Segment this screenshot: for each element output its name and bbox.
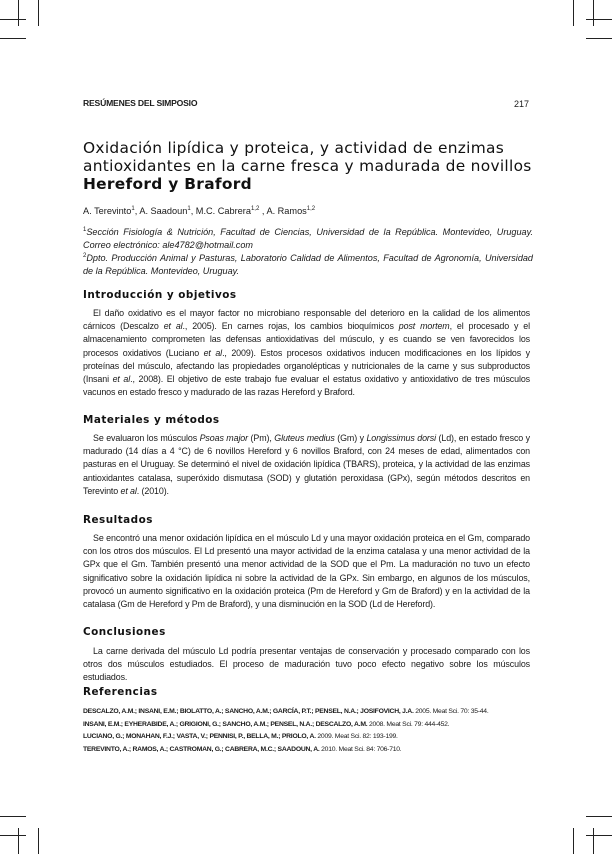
author-affiliation-mark: 1,2 [250,206,260,212]
reference-item: INSANI, E.M.; EYHERABIDE, A.; GRIGIONI, G.; SANCHO, A.M.; PENSEL, N.A.; DESCALZO, A.M. 2008. Meat Sci. 79: 444-452. [83,720,450,728]
methods-paragraph: Se evaluaron los músculos Psoas major (Pm), Gluteus medius (Gm) y Longissimus dorsi (Ld), en estado fresco y madurado (14 días a 4 °C) de 6 novillos Hereford y 6 novillos Braford, con 24 meses de edad, alimentados con pasturas en el Uruguay. Se determinó el nivel de oxidación lipídica (TBARS), proteica, y la actividad de las enzimas antioxidantes catalasa, superóxido dismutasa (SOD) y glutatión peroxidasa (GPx), según métodos descritos en Terevinto et al. (2010). [83,433,531,496]
reference-item: DESCALZO, A.M.; INSANI, E.M.; BIOLATTO, A.; SANCHO, A.M.; GARCÍA, P.T.; PENSEL, N.A.; JOSIFOVICH, J.A. 2005. Meat Sci. 70: 35-44. [83,708,489,715]
conclusions-paragraph: La carne derivada del músculo Ld podría presentar ventajas de conservación y procesado comparado con los otros dos músculos estudiados. El proceso de maduración tuvo poco efecto negativo sobre los músculos estudiados. [83,646,530,683]
section-heading-results: Resultados [83,514,153,526]
intro-paragraph: El daño oxidativo es el mayor factor no microbiano responsable del deterioro en la calidad de los alimentos cárnicos (Descalzo et al., 2005). En carnes rojas, los cambios bioquímicos post mortem, el procesado y el almacenamiento comprometen las defensas antioxidativas del músculo, y es cuando se ven favorecidos los procesos oxidativos (Luciano et al., 2009). Estos procesos oxidativos inducen modificaciones en los lípidos y proteínas del músculo, afectando las propiedades organolépticas y nutricionales de la carne y sus subproductos (Insani et al., 2008). El objetivo de este trabajo fue evaluar el estatus oxidativo y antioxidativo de tres músculos vacunos en estado fresco y madurado de las razas Hereford y Braford. [83,308,531,398]
reference-list [83,706,543,756]
section-heading-intro: Introducción y objetivos [83,289,237,301]
page-number: 217 [514,99,530,109]
affiliation-1: $^1$Sección Fisiología & Nutrición, Facultad de Ciencias, Universidad de la República. Montevideo, Uruguay. Correo electrónico: ale4782@hotmail.com [83,227,533,250]
section-heading-references: Referencias [83,686,158,698]
article-title [83,139,543,193]
author-name: A. Terevinto [83,206,132,217]
section-heading-methods: Materiales y métodos [83,414,220,426]
title-text: Oxidación lipídica y proteica, y actividad de enzimas antioxidantes en la carne fresca y madurada de novillos [83,139,532,175]
author-list: A. Terevinto$^1$, A. Saadoun$^1$, M.C. Cabrera$^{1,2}$ , A. Ramos$^{1,2}$ [83,206,316,217]
reference-item: LUCIANO, G.; MONAHAN, F.J.; VASTA, V.; PENNISI, P., BELLA, M.; PRIOLO, A. 2009. Meat Sci. 82: 193-199. [83,733,398,741]
reference-item: TEREVINTO, A.; RAMOS, A.; CASTROMAN, G.; CABRERA, M.C.; SAADOUN, A. 2010. Meat Sci. 84: 706-710. [83,745,402,753]
title-breeds: Hereford y Braford [83,175,252,193]
author-affiliation-mark: 1 [131,206,135,212]
results-paragraph: Se encontró una menor oxidación lipídica en el músculo Ld y una mayor oxidación proteica en el Gm, comparado con los otros dos músculos. El Ld presentó una mayor actividad de la enzima catalasa y una menor actividad de la GPx que el Gm. También presentó una menor actividad de la SOD que el Pm. La maduración no tuvo un efecto significativo sobre la oxidación lipídica ni sobre la actividad de la GPx. Sin embargo, en algunos de los músculos, provocó un aumento significativo en la oxidación proteica (Pm de Hereford y Gm de Braford) y en la actividad de la catalasa (Gm de Hereford y Pm de Braford), y una disminución en la SOD (Ld de Hereford). [83,533,530,610]
affiliation-2: $^2$Dpto. Producción Animal y Pasturas, Laboratorio Calidad de Alimentos, Facultad de Agronomía, Universidad de la República. Montevideo, Uruguay. [83,253,533,276]
section-heading-conclusions: Conclusiones [83,626,166,638]
author-affiliation-mark: 1 [187,206,191,212]
running-header: RESÚMENES DEL SIMPOSIO [83,98,198,108]
author-affiliation-mark: 1,2 [306,206,316,212]
author-name: A. Saadoun [139,206,188,217]
author-name: M.C. Cabrera [195,206,251,217]
author-name: A. Ramos [266,206,307,217]
